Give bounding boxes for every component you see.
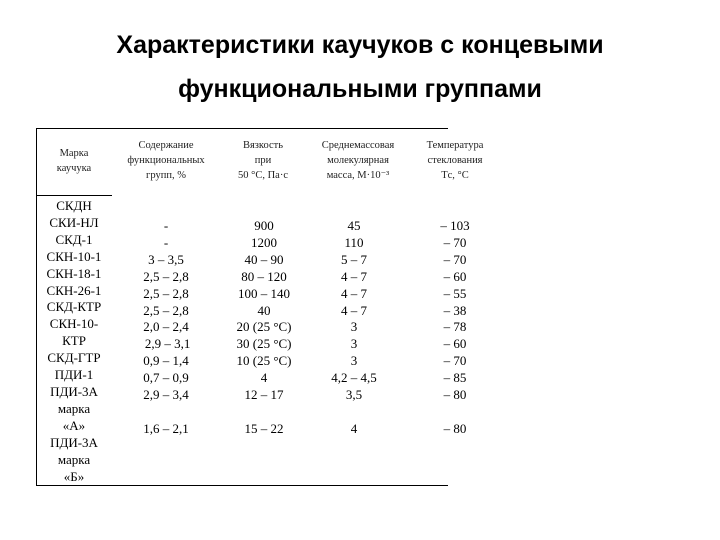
brand-column: СКДН СКИ-НЛ СКД-1 СКН-10-1 СКН-18-1 СКН-26-1 СКД-КТР СКН-10- КТР СКД-ГТР ПДИ-1 ПДИ-3А марка «А» ПДИ-3А марка «Б» (46, 198, 102, 484)
title-line-1: Характеристики каучуков с концевыми (116, 31, 604, 59)
title-line-2: функциональными группами (178, 75, 542, 103)
header-divider (36, 195, 112, 196)
mass-column: 45 110 5 – 7 4 – 7 4 – 7 4 – 7 3 3 3 4,2 – 4,5 3,5 (331, 218, 377, 403)
header-mass: Среднемассовая молекулярная масса, M·10⁻³ (321, 140, 395, 181)
viscosity-column: 900 1200 40 – 90 80 – 120 100 – 140 40 20 (25 °С) 30 (25 °С) 10 (25 °С) 4 12 – 17 (236, 218, 292, 403)
last-row-temperature: – 80 (443, 421, 467, 436)
content-column: - - 3 – 3,5 2,5 – 2,8 2,5 – 2,8 2,5 – 2,8 2,0 – 2,4 2,9 – 3,1 0,9 – 1,4 0,7 – 0,9 2,9 – 3,4 (143, 218, 191, 403)
header-content: Содержание функциональных групп, % (127, 140, 205, 181)
header-brand: Марка каучука (56, 148, 92, 174)
temperature-column: – 103 – 70 – 70 – 60 – 55 – 38 – 78 – 60 – 70 – 85 – 80 (440, 218, 470, 403)
header-temperature: Температура стеклования Tс, °С (426, 140, 484, 181)
last-row-mass: 4 (350, 421, 358, 436)
last-row-content: 1,6 – 2,1 (143, 421, 189, 436)
last-row-viscosity: 15 – 22 (244, 421, 284, 436)
header-viscosity: Вязкость при 50 °С, Па·с (238, 140, 288, 181)
